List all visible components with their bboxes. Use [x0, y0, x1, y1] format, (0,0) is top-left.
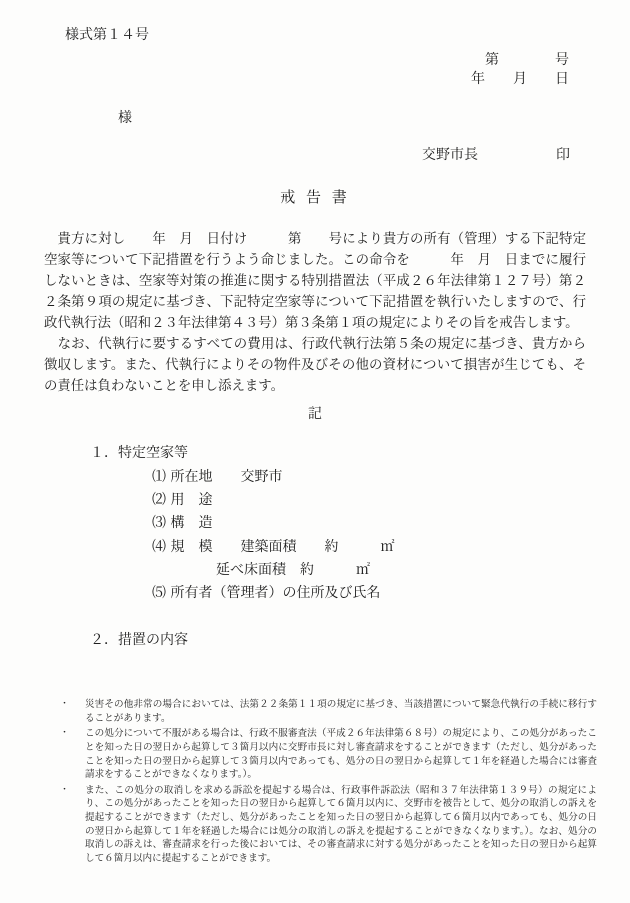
bullet-icon: ・	[60, 784, 70, 795]
section1-heading: １．特定空家等	[90, 445, 188, 461]
footnote-emergency-execution	[60, 698, 597, 725]
bullet-icon: ・	[60, 728, 70, 739]
footnote-text: この処分について不服がある場合は、行政不服審査法（平成２６年法律第６８号）の規定により、この処分があったことを知った日の翌日から起算して３箇月以内に交野市長に対し審査請求をすることができます（ただし、処分があったことを知った日の翌日から起算して３箇月以内であっても、処分の日の翌日から起算して１年を経過した場合には審査請求をすることができなくなります。）。	[85, 728, 597, 781]
section2-heading: ２．措置の内容	[90, 632, 188, 649]
footnote-revocation-suit	[60, 784, 597, 866]
footnotes	[60, 698, 597, 865]
form-number: 様式第１４号	[65, 27, 149, 43]
footnote-text: 災害その他非常の場合においては、法第２２条第１１項の規定に基づき、当該措置について緊急代執行の手続に移行することがあります。	[85, 699, 597, 724]
property-list	[152, 466, 630, 605]
list-item-scale-building-area: ⑷ 規 模 建築面積 約 ㎡	[152, 538, 395, 555]
notation-ki: 記	[308, 406, 322, 422]
list-item-structure: ⑶ 構 造	[152, 515, 213, 532]
seal-placeholder: 印	[556, 147, 570, 163]
document-number-line: 第 号	[485, 52, 569, 68]
sender-name: 交野市長	[422, 147, 478, 163]
body-paragraph-1: 貴方に対し 年 月 日付け 第 号により貴方の所有（管理）する下記特定空家等について下記措置を行うよう命じました。この命令を 年 月 日までに履行しないときは、空家等対策の推進に関する特別措置法（平成２６年法律第１２７号）第２２条第９項の規定に基づき、下記特定空家等について下記措置を執行いたしますので、行政代執行法（昭和２３年法律第４３号）第３条第１項の規定によりその旨を戒告します。	[44, 232, 586, 331]
list-item-use: ⑵ 用 途	[152, 492, 213, 509]
date-line: 年 月 日	[471, 71, 569, 87]
document-title: 戒 告 書	[280, 188, 350, 206]
list-item-owner: ⑸ 所有者（管理者）の住所及び氏名	[152, 585, 381, 602]
footnote-text: また、この処分の取消しを求める訴訟を提起する場合は、行政事件訴訟法（昭和３７年法律第１３９号）の規定により、この処分があったことを知った日の翌日から起算して６箇月以内に、交野市を被告として、処分の取消しの訴えを提起することができます（ただし、処分があったことを知った日の翌日から起算して６箇月以内であっても、処分の日の翌日から起算して１年を経過した場合には処分の取消しの訴えを提起することができなくなります。）。なお、処分の取消しの訴えは、審査請求を行った後においては、その審査請求に対する処分があったことを知った日の翌日から起算して６箇月以内に提起することができます。	[85, 784, 597, 864]
sender-line	[0, 146, 570, 165]
list-item-total-floor-area: 延べ床面積 約 ㎡	[216, 561, 370, 578]
bullet-icon: ・	[60, 699, 70, 710]
body-paragraph-2: なお、代執行に要するすべての費用は、行政代執行法第５条の規定に基づき、貴方から徴収します。また、代執行によりその物件及びその他の資材について損害が生じても、その責任は負わないことを申し添えます。	[44, 337, 586, 394]
footnote-administrative-appeal	[60, 727, 597, 781]
recipient-honorific: 様	[118, 110, 132, 126]
list-item-location: ⑴ 所在地 交野市	[152, 469, 283, 485]
